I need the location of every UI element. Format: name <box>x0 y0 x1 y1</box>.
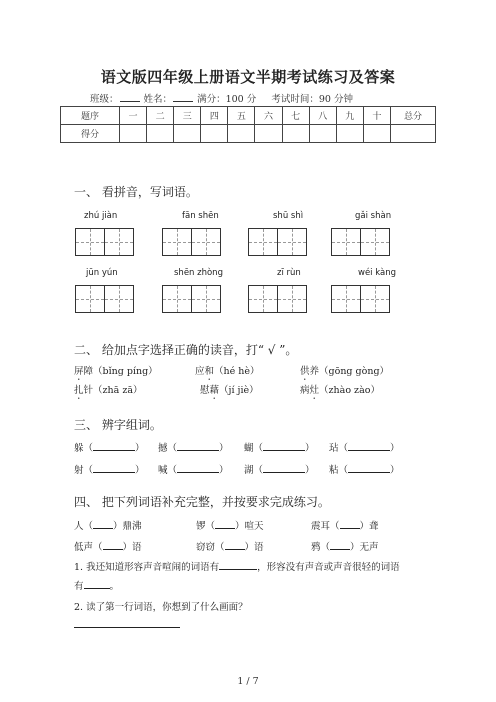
reading-choice[interactable]: 供养（gōng gòng） <box>300 366 390 377</box>
score-header-cell: 四 <box>201 107 228 125</box>
score-header-cell: 九 <box>336 107 363 125</box>
answer-blank <box>93 442 135 451</box>
writing-grid[interactable] <box>75 228 134 256</box>
class-label: 班级： <box>90 94 119 105</box>
exam-info <box>90 91 353 105</box>
reading-choice[interactable]: 应和（hé hè） <box>195 366 260 377</box>
score-cell[interactable] <box>174 125 201 143</box>
pinyin-label: jūn yún <box>86 268 118 278</box>
question-1-cont: 有 。 <box>74 581 120 592</box>
name-blank <box>173 93 193 102</box>
pinyin-label: zī rùn <box>277 268 301 278</box>
pinyin-label: shū shì <box>273 211 304 221</box>
word-group-item[interactable]: 喊（ ） <box>158 465 229 476</box>
answer-line[interactable] <box>74 627 180 628</box>
word-group-item[interactable]: 蝴（ ） <box>244 443 315 454</box>
answer-blank <box>215 520 235 529</box>
writing-grid[interactable] <box>331 285 390 313</box>
answer-blank <box>177 442 219 451</box>
answer-blank <box>263 442 305 451</box>
name-label: 姓名： <box>143 94 173 105</box>
reading-choice[interactable]: 屏障（bǐng píng） <box>74 366 158 377</box>
page-title: 语文版四年级上册语文半期考试练习及答案 <box>100 68 396 86</box>
answer-blank <box>263 464 305 473</box>
word-group-item[interactable]: 撼（ ） <box>158 443 229 454</box>
pinyin-label: zhú jiàn <box>84 211 118 221</box>
score-cell[interactable] <box>147 125 174 143</box>
score-header-cell: 七 <box>282 107 309 125</box>
answer-blank <box>93 464 135 473</box>
score-table <box>60 106 436 143</box>
score-header-cell: 二 <box>147 107 174 125</box>
section-1-title: 一、 看拼音，写词语。 <box>74 185 198 199</box>
idiom-item[interactable]: 震耳（ ）聋 <box>311 521 379 532</box>
answer-blank[interactable] <box>84 580 110 589</box>
score-header-cell: 六 <box>255 107 282 125</box>
reading-choice[interactable]: 扎针（zhā zā） <box>74 385 143 396</box>
score-cell[interactable] <box>120 125 147 143</box>
idiom-item[interactable]: 锣（ ）喧天 <box>196 521 264 532</box>
word-group-item[interactable]: 躲（ ） <box>74 443 145 454</box>
answer-blank <box>340 520 360 529</box>
score-header-cell: 一 <box>120 107 147 125</box>
writing-grid[interactable] <box>331 228 390 256</box>
word-group-item[interactable]: 粘（ ） <box>329 465 400 476</box>
answer-blank <box>177 464 219 473</box>
idiom-item[interactable]: 低声（ ）语 <box>74 542 142 553</box>
section-4-title: 四、 把下列词语补充完整，并按要求完成练习。 <box>74 495 330 509</box>
writing-grid[interactable] <box>162 285 221 313</box>
score-cell[interactable] <box>201 125 228 143</box>
word-group-item[interactable]: 射（ ） <box>74 465 145 476</box>
writing-grid[interactable] <box>248 285 307 313</box>
exam-time: 考试时间：90 分钟 <box>271 94 353 105</box>
score-cell[interactable] <box>309 125 336 143</box>
score-cell[interactable] <box>228 125 255 143</box>
idiom-item[interactable]: 窃窃（ ）语 <box>196 542 264 553</box>
answer-blank <box>93 520 113 529</box>
score-row-label: 得分 <box>61 125 120 143</box>
class-blank <box>120 93 140 102</box>
score-header-cell: 十 <box>363 107 390 125</box>
score-row <box>61 125 436 143</box>
answer-blank <box>225 541 245 550</box>
score-header-cell: 八 <box>309 107 336 125</box>
pinyin-label: wéi kàng <box>358 268 397 278</box>
answer-blank <box>348 442 390 451</box>
answer-blank <box>103 541 123 550</box>
full-score: 满分：100 分 <box>197 94 257 105</box>
score-header-cell: 题序 <box>61 107 120 125</box>
answer-blank[interactable] <box>219 561 257 570</box>
writing-grid[interactable] <box>248 228 307 256</box>
score-cell[interactable] <box>255 125 282 143</box>
score-cell[interactable] <box>391 125 436 143</box>
answer-blank <box>348 464 390 473</box>
page-number: 1 / 7 <box>237 676 259 687</box>
idiom-item[interactable]: 鸦（ ）无声 <box>311 542 379 553</box>
score-header-cell: 总分 <box>391 107 436 125</box>
word-group-item[interactable]: 玷（ ） <box>329 443 400 454</box>
section-3-title: 三、 辨字组词。 <box>74 418 162 432</box>
writing-grid[interactable] <box>162 228 221 256</box>
pinyin-label: shēn zhòng <box>174 268 223 278</box>
answer-blank <box>330 541 350 550</box>
score-cell[interactable] <box>336 125 363 143</box>
score-cell[interactable] <box>363 125 390 143</box>
idiom-item[interactable]: 人（ ）鼎沸 <box>74 521 142 532</box>
score-cell[interactable] <box>282 125 309 143</box>
score-header-cell: 五 <box>228 107 255 125</box>
reading-choice[interactable]: 慰藉（jí jiè） <box>200 385 259 396</box>
score-header-row <box>61 107 436 125</box>
section-2-title: 二、 给加点字选择正确的读音，打“ √ ”。 <box>74 343 298 357</box>
question-1: 1. 我还知道形容声音喧闹的词语有 ，形容没有声音或声音很轻的词语 <box>74 562 400 573</box>
pinyin-label: gǎi shàn <box>355 211 392 221</box>
score-header-cell: 三 <box>174 107 201 125</box>
word-group-item[interactable]: 湖（ ） <box>244 465 315 476</box>
pinyin-label: fān shēn <box>182 211 219 221</box>
question-2: 2. 读了第一行词语，你想到了什么画面？ <box>74 602 248 613</box>
reading-choice[interactable]: 病灶（zhào zào） <box>300 385 380 396</box>
writing-grid[interactable] <box>75 285 134 313</box>
